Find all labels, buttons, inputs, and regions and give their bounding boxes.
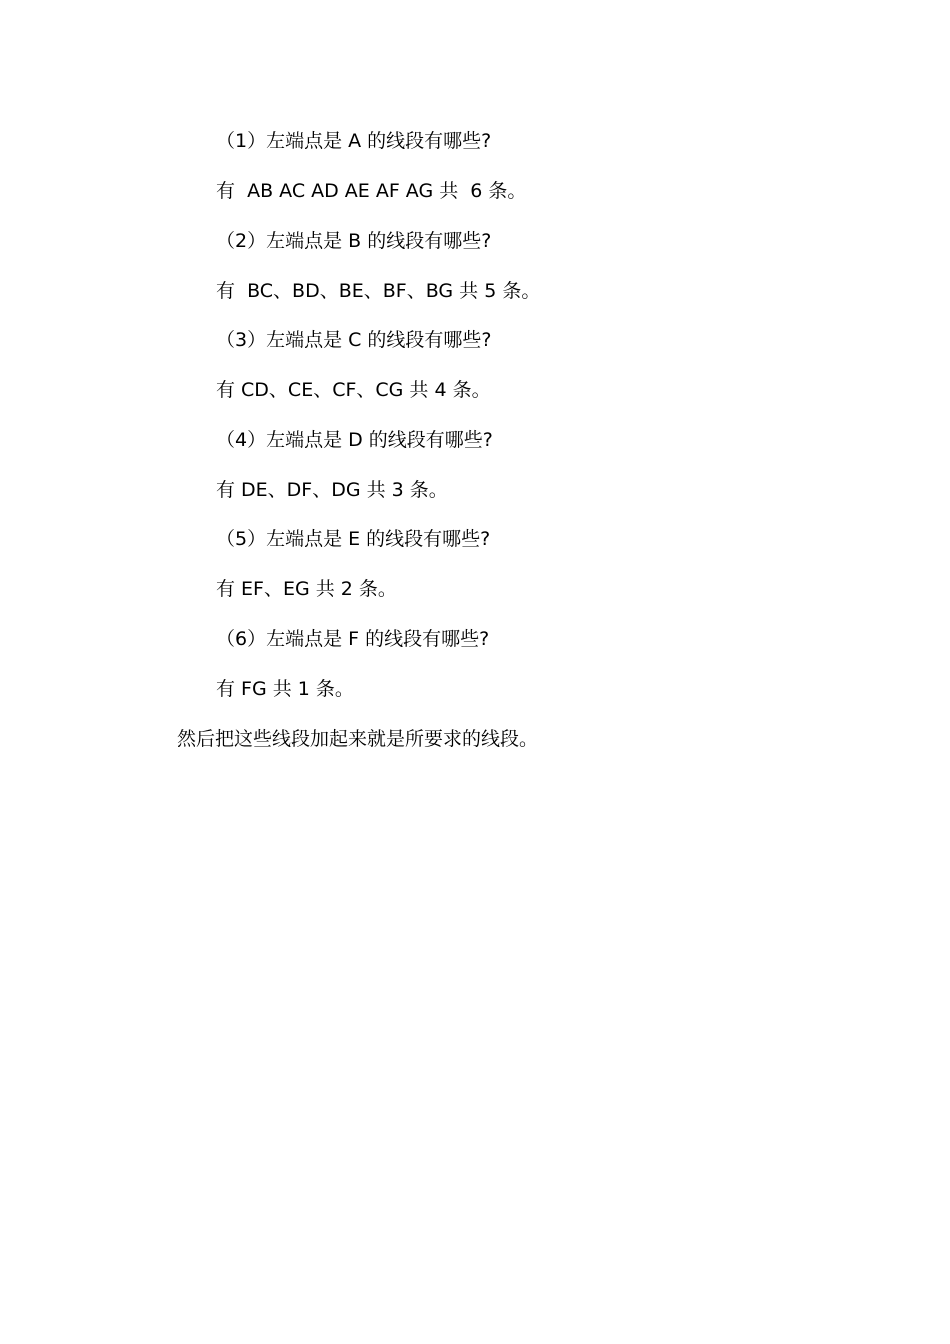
answer-3: 有 CD、CE、CF、CG 共 4 条。 [216, 379, 491, 401]
answer-2: 有 BC、BD、BE、BF、BG 共 5 条。 [216, 280, 541, 302]
conclusion-text: 然后把这些线段加起来就是所要求的线段。 [177, 728, 539, 750]
question-5: （5）左端点是 E 的线段有哪些? [216, 528, 491, 550]
question-4: （4）左端点是 D 的线段有哪些? [216, 429, 493, 451]
answer-5: 有 EF、EG 共 2 条。 [216, 578, 397, 600]
answer-4: 有 DE、DF、DG 共 3 条。 [216, 479, 448, 501]
answer-6: 有 FG 共 1 条。 [216, 678, 354, 700]
question-6: （6）左端点是 F 的线段有哪些? [216, 628, 490, 650]
question-1: （1）左端点是 A 的线段有哪些? [216, 130, 492, 152]
question-2: （2）左端点是 B 的线段有哪些? [216, 230, 492, 252]
question-3: （3）左端点是 C 的线段有哪些? [216, 329, 492, 351]
answer-1: 有 AB AC AD AE AF AG 共 6 条。 [216, 180, 527, 202]
